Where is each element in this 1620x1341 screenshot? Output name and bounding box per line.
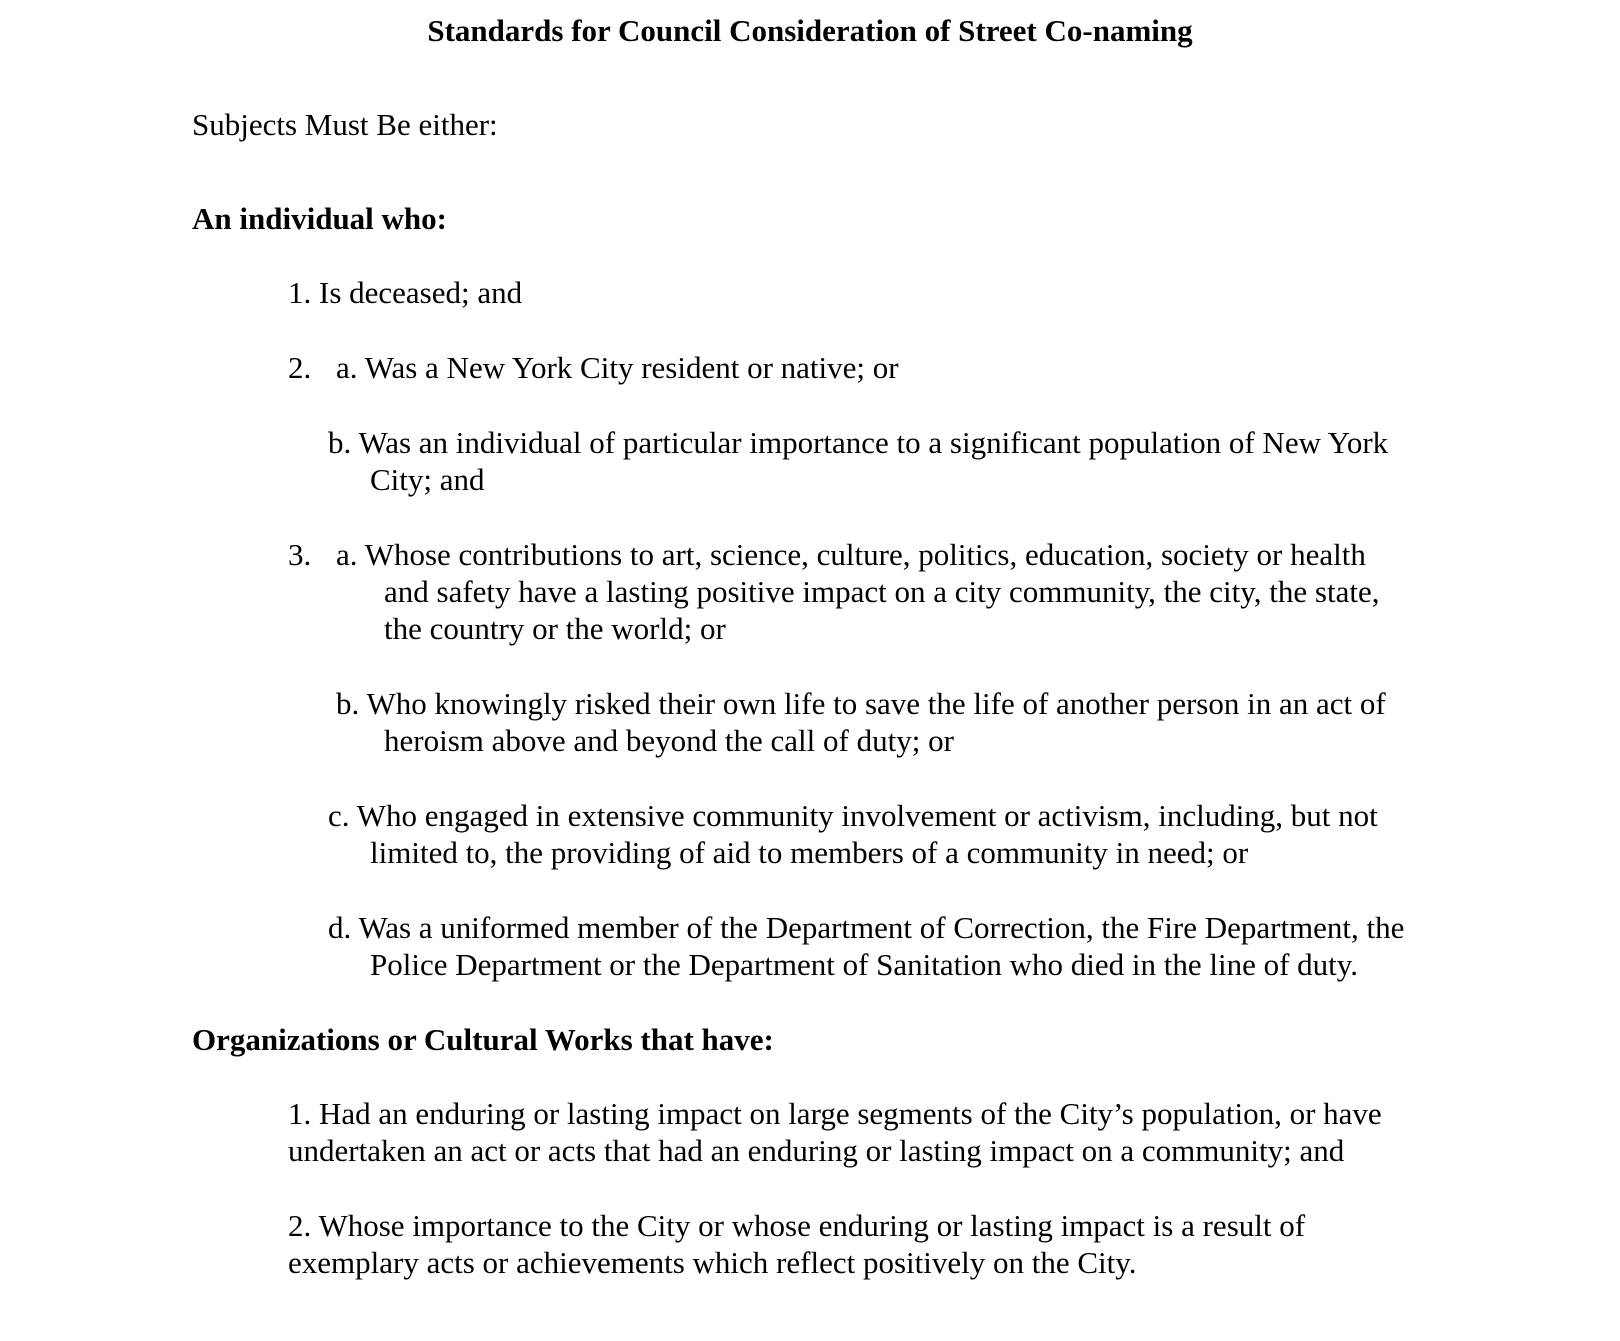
organization-item-2-line-1: 2. Whose importance to the City or whose enduring or lasting impact is a result of [288, 1208, 1306, 1243]
organization-item-1-line-1: 1. Had an enduring or lasting impact on large segments of the City’s population, or have [288, 1096, 1382, 1131]
document-title: Standards for Council Consideration of Street Co-naming [427, 13, 1193, 48]
organizations-heading: Organizations or Cultural Works that have: [192, 1022, 774, 1057]
individual-item-3c-line-1: c. Who engaged in extensive community involvement or activism, including, but not [328, 798, 1378, 833]
organization-item-1-line-2: undertaken an act or acts that had an enduring or lasting impact on a community; and [288, 1133, 1345, 1168]
individual-item-3d-line-2: Police Department or the Department of Sanitation who died in the line of duty. [370, 947, 1359, 982]
organization-item-2-line-2: exemplary acts or achievements which reflect positively on the City. [288, 1245, 1137, 1280]
individual-item-3a-line-1: a. Whose contributions to art, science, culture, politics, education, society or health [336, 537, 1366, 572]
individual-item-3b-line-1: b. Who knowingly risked their own life to save the life of another person in an act of [336, 686, 1386, 721]
individual-item-2-number: 2. [288, 350, 312, 385]
individual-item-3c-line-2: limited to, the providing of aid to members of a community in need; or [370, 835, 1249, 870]
intro-text: Subjects Must Be either: [192, 107, 498, 142]
individual-item-3-number: 3. [288, 537, 312, 572]
individual-item-2b-line-1: b. Was an individual of particular importance to a significant population of New York [328, 425, 1389, 460]
individual-item-1: 1. Is deceased; and [288, 275, 523, 310]
individual-item-3a-line-3: the country or the world; or [384, 611, 726, 646]
individual-item-2a: a. Was a New York City resident or native; or [336, 350, 899, 385]
individual-item-3d-line-1: d. Was a uniformed member of the Department of Correction, the Fire Department, the [328, 910, 1405, 945]
individual-item-3a-line-2: and safety have a lasting positive impact on a city community, the city, the state, [384, 574, 1380, 609]
individual-item-2b-line-2: City; and [370, 462, 485, 497]
individual-item-3b-line-2: heroism above and beyond the call of duty; or [384, 723, 954, 758]
individual-heading: An individual who: [192, 201, 447, 236]
